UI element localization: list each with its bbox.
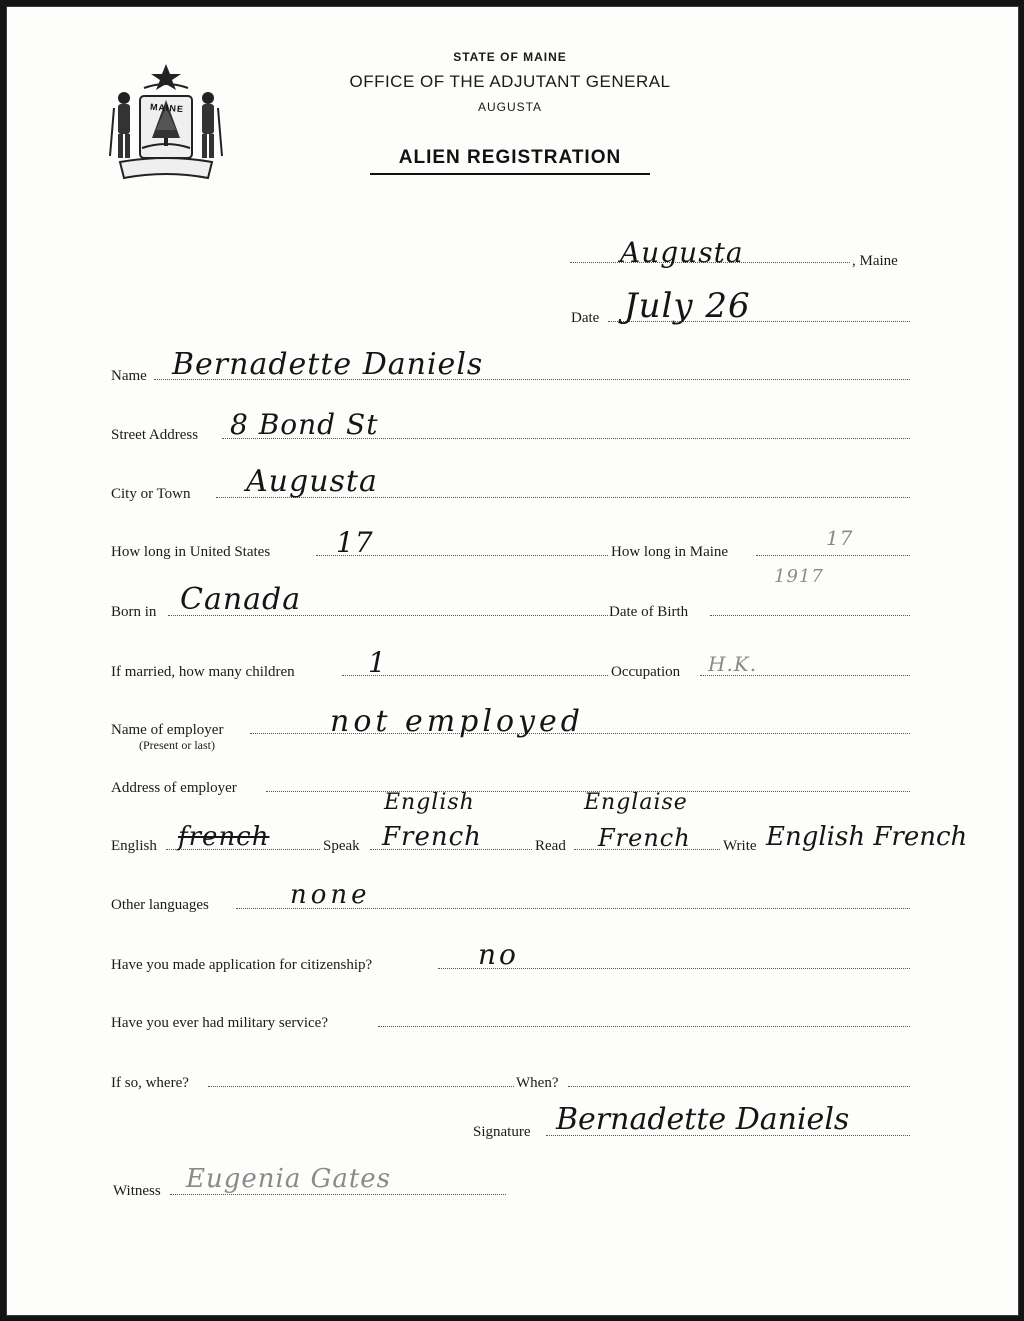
other-languages-label: Other languages <box>111 897 209 913</box>
city-or-town-value: Augusta <box>246 464 378 499</box>
date-of-birth-label: Date of Birth <box>609 604 689 620</box>
occupation-label: Occupation <box>611 664 681 680</box>
state-seal-icon <box>104 58 228 188</box>
speak-value: French <box>382 822 482 852</box>
seal-banner-text: MAINE <box>149 101 185 115</box>
how-long-us-label: How long in United States <box>111 544 271 560</box>
date-of-birth-line <box>710 615 910 616</box>
header-office: OFFICE OF THE ADJUTANT GENERAL <box>349 72 671 91</box>
date-label: Date <box>571 310 600 326</box>
city-or-town-label: City or Town <box>111 486 191 502</box>
read-value: French <box>598 824 691 852</box>
witness-label: Witness <box>113 1183 161 1199</box>
witness-value: Eugenia Gates <box>186 1164 392 1194</box>
signature-label: Signature <box>473 1124 531 1140</box>
military-line <box>378 1026 910 1027</box>
city-header-value: Augusta <box>620 236 744 269</box>
name-label: Name <box>111 368 147 384</box>
read-english-value: Englaise <box>584 790 688 815</box>
where-line <box>208 1086 514 1087</box>
date-of-birth-value: 1917 <box>774 566 824 587</box>
employer-address-label: Address of employer <box>111 780 237 796</box>
other-languages-value: none <box>290 880 371 910</box>
street-address-value: 8 Bond St <box>230 408 379 441</box>
date-value: July 26 <box>624 286 751 326</box>
employer-name-label: Name of employer <box>111 722 224 738</box>
occupation-value: H.K. <box>708 652 758 676</box>
write-value: English French <box>766 822 968 852</box>
where-label: If so, where? <box>111 1075 189 1091</box>
employer-note-label: (Present or last) <box>139 738 215 752</box>
header-state: STATE OF MAINE <box>453 50 567 64</box>
how-long-us-value: 17 <box>336 526 374 559</box>
witness-line <box>170 1194 506 1195</box>
citizenship-value: no <box>478 938 519 971</box>
military-label: Have you ever had military service? <box>111 1015 328 1031</box>
name-value: Bernadette Daniels <box>172 347 484 382</box>
read-label: Read <box>535 838 566 854</box>
english-label: English <box>111 838 157 854</box>
street-address-label: Street Address <box>111 427 199 443</box>
header-city: AUGUSTA <box>477 100 543 114</box>
english-value: french <box>178 822 270 852</box>
citizenship-label: Have you made application for citizenship? <box>111 957 373 973</box>
how-long-maine-label: How long in Maine <box>611 544 729 560</box>
form-title: ALIEN REGISTRATION <box>370 147 650 175</box>
registration-form <box>6 6 1019 1316</box>
how-long-maine-line <box>756 555 910 556</box>
born-in-label: Born in <box>111 604 157 620</box>
when-line <box>568 1086 910 1087</box>
children-label: If married, how many children <box>111 664 295 680</box>
children-value: 1 <box>368 646 387 679</box>
when-label: When? <box>516 1075 559 1091</box>
signature-value: Bernadette Daniels <box>556 1102 850 1137</box>
write-label: Write <box>723 838 757 854</box>
maine-suffix-label: , Maine <box>852 253 898 269</box>
employer-name-value: not employed <box>330 704 584 739</box>
born-in-value: Canada <box>180 582 302 617</box>
speak-label: Speak <box>323 838 360 854</box>
speak-english-value: English <box>384 790 475 815</box>
how-long-maine-value: 17 <box>826 526 854 550</box>
